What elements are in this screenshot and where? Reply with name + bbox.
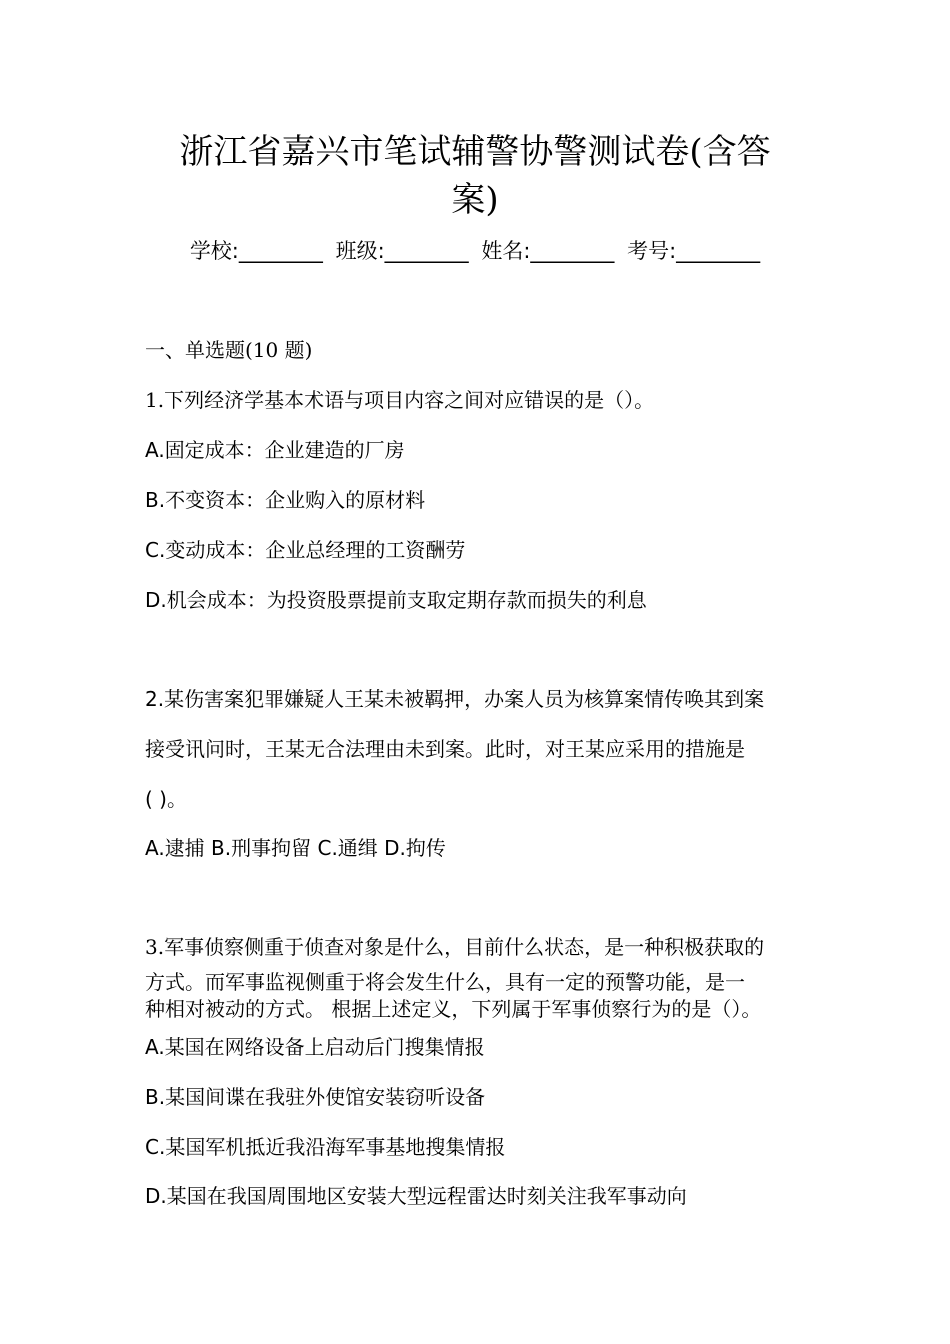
question-1-option-d: D.机会成本：为投资股票提前支取定期存款而损失的利息 (145, 588, 647, 612)
question-1-option-b: B.不变资本：企业购入的原材料 (145, 488, 426, 512)
question-2-stem-line-3: ( )。 (145, 787, 187, 811)
question-2-options: A.逮捕 B.刑事拘留 C.通缉 D.拘传 (145, 836, 446, 860)
title-line-2: 案) (451, 180, 499, 220)
school-field: 学校:________ (189, 239, 323, 263)
name-field: 姓名:________ (481, 239, 615, 263)
exam-number-field: 考号:________ (627, 239, 761, 263)
question-3-option-a: A.某国在网络设备上启动后门搜集情报 (145, 1035, 485, 1059)
question-3-option-d: D.某国在我国周围地区安装大型远程雷达时刻关注我军事动向 (145, 1184, 687, 1208)
question-3-stem-line-2: 方式。而军事监视侧重于将会发生什么，具有一定的预警功能，是一 (145, 970, 745, 994)
question-3-stem-line-1: 3.军事侦察侧重于侦查对象是什么，目前什么状态，是一种积极获取的 (145, 935, 765, 959)
document-title (150, 128, 800, 224)
question-3-stem-line-3: 种相对被动的方式。 根据上述定义，下列属于军事侦察行为的是（）。 (145, 997, 762, 1021)
class-field: 班级:________ (335, 239, 469, 263)
question-1-option-a: A.固定成本：企业建造的厂房 (145, 438, 405, 462)
title-line-1: 浙江省嘉兴市笔试辅警协警测试卷(含答 (179, 132, 771, 172)
question-3-option-c: C.某国军机抵近我沿海军事基地搜集情报 (145, 1135, 506, 1159)
question-1-stem: 1.下列经济学基本术语与项目内容之间对应错误的是（）。 (145, 388, 655, 412)
question-2-stem-line-1: 2.某伤害案犯罪嫌疑人王某未被羁押，办案人员为核算案情传唤其到案 (145, 687, 765, 711)
question-3-option-b: B.某国间谍在我驻外使馆安装窃听设备 (145, 1085, 486, 1109)
question-2-stem-line-2: 接受讯问时，王某无合法理由未到案。此时，对王某应采用的措施是 (145, 737, 745, 761)
student-info-line (0, 236, 950, 266)
section-heading: 一、单选题(10 题) (145, 338, 313, 362)
question-1-option-c: C.变动成本：企业总经理的工资酬劳 (145, 538, 466, 562)
